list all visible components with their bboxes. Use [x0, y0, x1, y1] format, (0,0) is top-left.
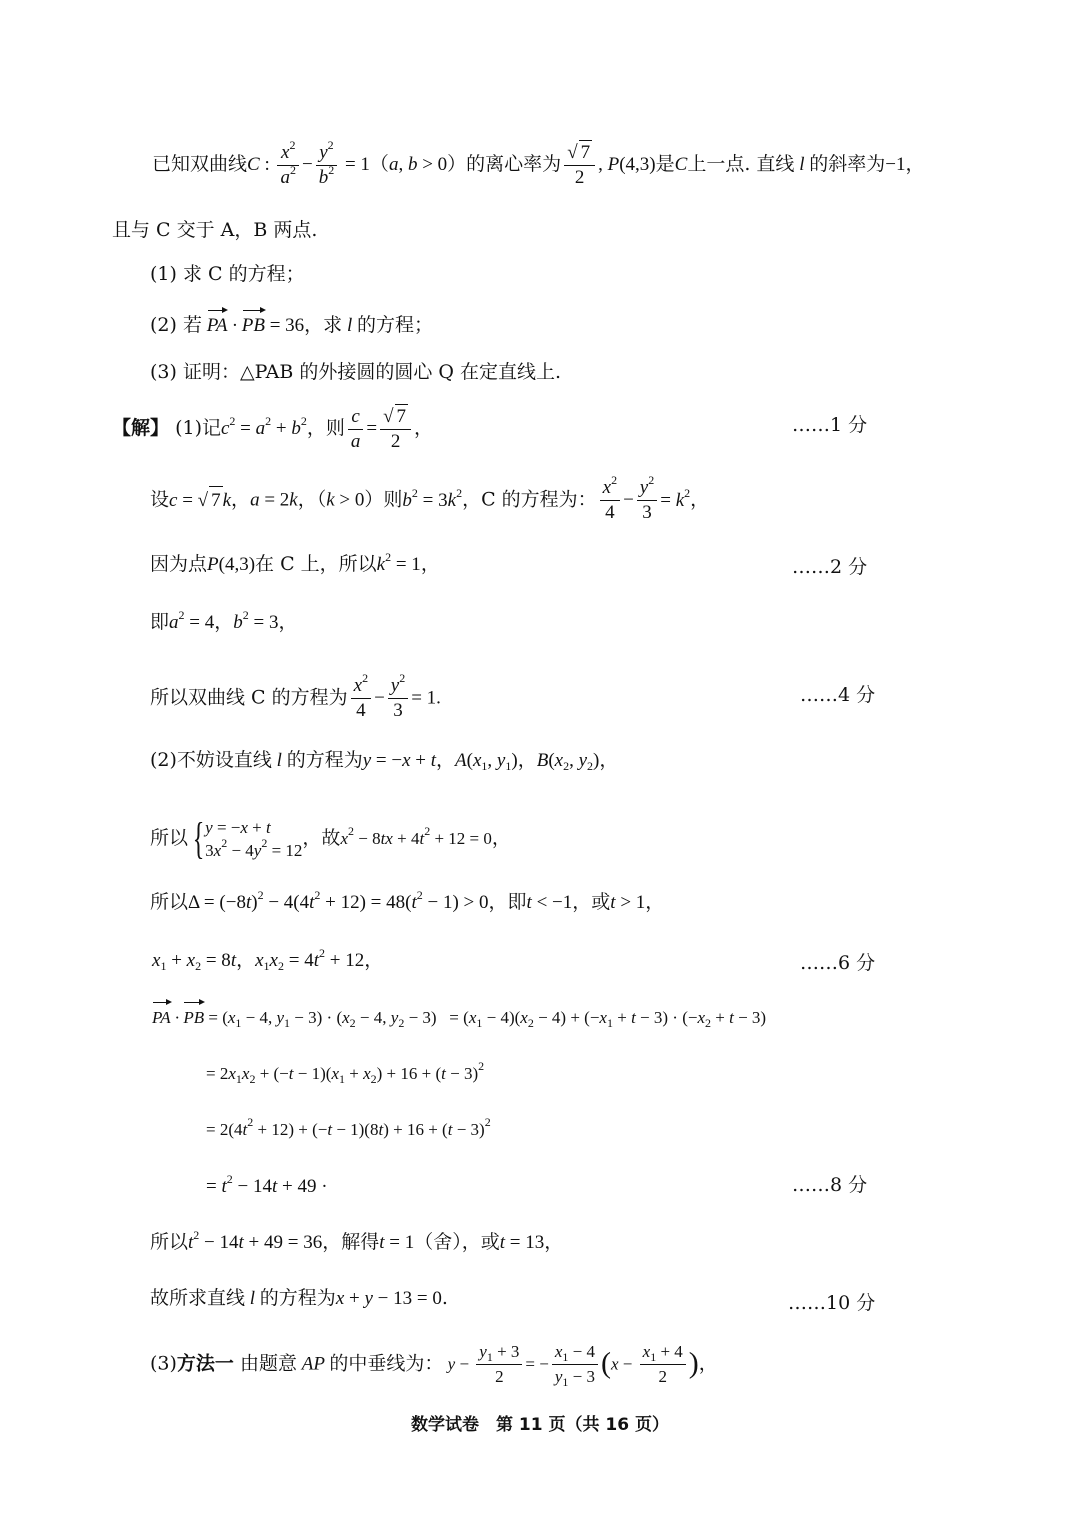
- part2-line-9: 所以$t^2 - 14t + 49 = 36$，解得t = 1（舍），或t = 13，: [150, 1228, 564, 1253]
- score-5: ……8 分: [792, 1174, 868, 1196]
- part2-line-4: $x_1 + x_2 = 8t$，$x_1x_2 = 4t^2 + 12$，: [152, 946, 384, 973]
- part2-line-3: 所以$\Delta = (-8t)^2 - 4(4t^2 + 12) = 48(t^2 - 1) > 0$，即t < −1，或t > 1，: [150, 888, 665, 913]
- question-3: (3) 证明：△PAB 的外接圆的圆心 Q 在定直线上.: [150, 361, 562, 383]
- part2-line-7: = $2(4t^2 + 12) + (-t - 1)(8t) + 16 + (t - 3)^2$: [206, 1115, 491, 1139]
- solution-line-4: 即$a^2 = 4$，$b^2 = 3$，: [150, 608, 298, 633]
- score-6: ……10 分: [788, 1292, 876, 1314]
- question-1: (1) 求 C 的方程；: [150, 263, 305, 285]
- part2-line-8: = $t^2 - 14t + 49$ ·: [206, 1172, 328, 1197]
- part2-line-1: (2)不妨设直线 l 的方程为y = −x + t，$A(x_1$, $y_1$)，$B(x_2$, $y_2$)，: [150, 749, 619, 773]
- page-footer: 数学试卷 第 11 页（共 16 页）: [411, 1415, 669, 1435]
- score-2: ……2 分: [792, 556, 868, 578]
- solution-line-1: 【解】 (1)记$c^2 = a^2 + b^2$，则 $\frac{c}{a}$ = $\frac{√ 7}{2}$ ，: [112, 405, 434, 452]
- part3-line-1: (3)方法一 由题意 AP 的中垂线为： y − $\frac{y_1 + 3}{2}$ = − $\frac{x_1 - 4}{y_1 - 3}$ (x − $\frac{x_1 + 4}{2}$ )，: [150, 1342, 718, 1389]
- score-4: ……6 分: [800, 952, 876, 974]
- score-3: ……4 分: [800, 684, 876, 706]
- solution-line-5: 所以双曲线 C 的方程为 $\frac{x^2}{4}$ − $\frac{y^2}{3}$ = 1.: [150, 671, 441, 721]
- part2-line-5: PA · PB = ($x_1 - 4$, $y_1 - 3) \cdot (x_2 - 4$, $y_2 - 3) = (x_1 - 4)(x_2 - 4) + (-x_1 + t - 3) \cdot (-x_2 + t - 3)$: [152, 1000, 766, 1032]
- part2-line-2: 所以 { y = −x + t $3x^2 - 4y^2 = 12$ ，故$x^2 - 8tx + 4t^2 + 12 = 0$，: [150, 814, 511, 863]
- part2-line-10: 故所求直线 l 的方程为x + y − 13 = 0.: [150, 1287, 448, 1309]
- part2-line-6: = $2x_1x_2 + (-t - 1)(x_1 + x_2) + 16 + (t - 3)^2$: [206, 1059, 485, 1086]
- problem-line-1: 已知双曲线C : $\frac{x^2}{a^2}$ − $\frac{y^2}{b^2}$ = 1（a, b > 0）的离心率为 $\frac{√ 7}{2}$ , P(4,3)是C上一点. 直线 l 的斜率为−1，: [152, 137, 925, 188]
- score-1: ……1 分: [792, 414, 868, 436]
- problem-line-2: 且与 C 交于 A，B 两点.: [112, 219, 318, 241]
- solution-line-3: 因为点P(4,3)在 C 上，所以$k^2 = 1$，: [150, 550, 440, 575]
- question-2: (2) 若 PA · PB = 36，求 l 的方程；: [150, 308, 433, 340]
- solution-line-2: 设c = √ 7 k，a = 2k，（k > 0）则$b^2 = 3k^2$，C 的方程为： $\frac{x^2}{4}$ − $\frac{y^2}{3}$ = $k^2$，: [150, 473, 710, 523]
